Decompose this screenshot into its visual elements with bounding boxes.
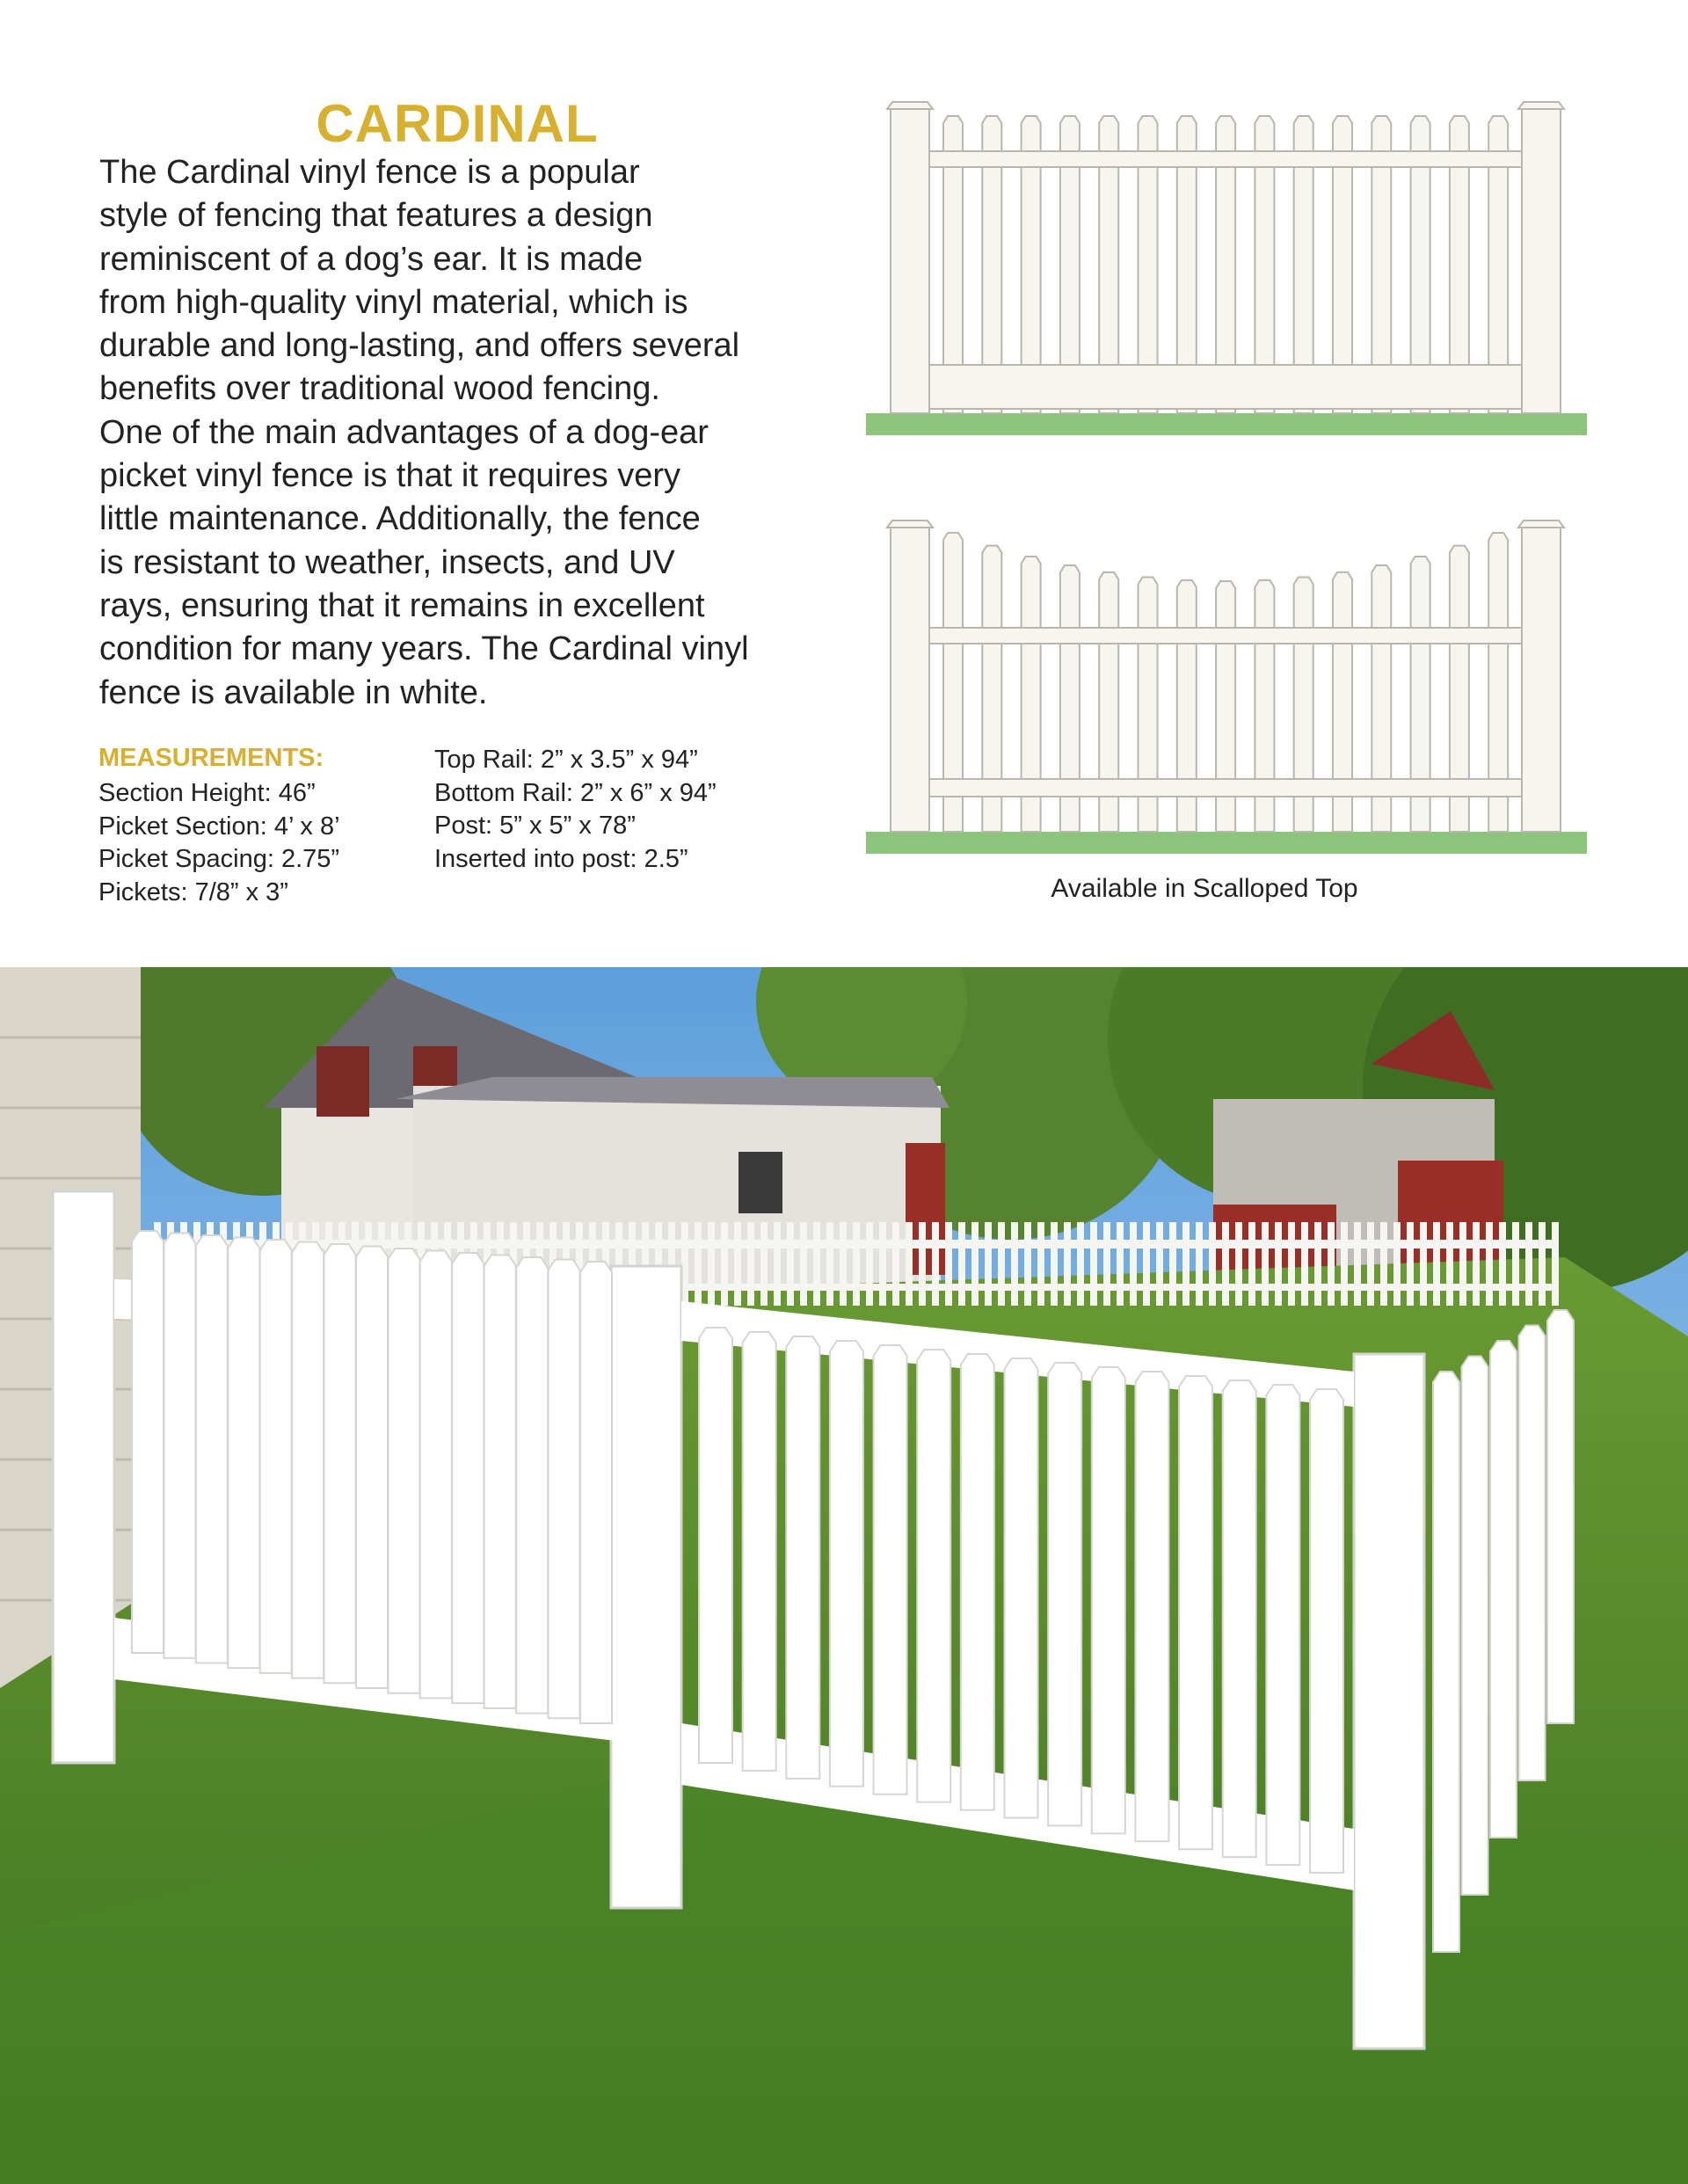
back-picket bbox=[1288, 1222, 1295, 1306]
back-picket bbox=[1367, 1222, 1374, 1306]
intro-line: rays, ensuring that it remains in excellent bbox=[99, 586, 705, 624]
front-picket bbox=[1005, 1358, 1038, 1818]
front-picket bbox=[1223, 1380, 1256, 1857]
front-picket bbox=[132, 1231, 164, 1653]
back-picket bbox=[1380, 1222, 1387, 1306]
front-picket bbox=[1433, 1372, 1459, 1952]
front-picket bbox=[1092, 1367, 1125, 1833]
measurements-left-column bbox=[98, 777, 340, 909]
front-picket bbox=[1519, 1326, 1546, 1781]
intro-line: benefits over traditional wood fencing. bbox=[99, 370, 660, 408]
back-picket bbox=[1077, 1222, 1084, 1306]
front-picket bbox=[743, 1332, 776, 1771]
back-picket bbox=[721, 1222, 728, 1306]
back-picket bbox=[919, 1222, 926, 1306]
post-cap bbox=[1518, 102, 1564, 109]
back-picket bbox=[800, 1222, 807, 1306]
front-picket bbox=[452, 1253, 484, 1703]
fence-post bbox=[1354, 1354, 1424, 2049]
measurement-item: Picket Spacing: 2.75” bbox=[98, 845, 340, 873]
intro-line: style of fencing that features a design bbox=[99, 197, 653, 235]
front-picket bbox=[1266, 1385, 1299, 1865]
intro-line: is resistant to weather, insects, and UV bbox=[99, 543, 675, 581]
front-picket bbox=[228, 1238, 259, 1669]
back-picket bbox=[1182, 1222, 1190, 1306]
back-picket bbox=[1156, 1222, 1163, 1306]
back-picket bbox=[1314, 1222, 1321, 1306]
installed-fence-photo bbox=[0, 967, 1688, 2184]
back-picket bbox=[1512, 1222, 1519, 1306]
back-picket bbox=[1433, 1222, 1440, 1306]
measurements-right-column bbox=[434, 744, 717, 876]
front-picket bbox=[1547, 1310, 1574, 1723]
back-picket bbox=[1393, 1222, 1401, 1306]
back-picket bbox=[1420, 1222, 1427, 1306]
post-cap bbox=[1518, 521, 1564, 528]
front-picket bbox=[917, 1350, 950, 1802]
back-picket bbox=[1011, 1222, 1018, 1306]
back-picket bbox=[971, 1222, 979, 1306]
back-picket bbox=[1262, 1222, 1269, 1306]
bottom-rail bbox=[919, 365, 1534, 409]
back-picket bbox=[1446, 1222, 1453, 1306]
back-picket bbox=[734, 1222, 741, 1306]
intro-line: One of the main advantages of a dog-ear bbox=[99, 413, 709, 451]
back-picket bbox=[1459, 1222, 1466, 1306]
back-picket bbox=[1407, 1222, 1414, 1306]
intro-line: reminiscent of a dog’s ear. It is made bbox=[99, 240, 644, 278]
post bbox=[1522, 109, 1561, 413]
back-picket bbox=[708, 1222, 715, 1306]
back-picket bbox=[1235, 1222, 1242, 1306]
front-picket bbox=[549, 1260, 580, 1719]
back-picket bbox=[747, 1222, 754, 1306]
fence-post bbox=[611, 1266, 681, 1908]
back-picket bbox=[879, 1222, 886, 1306]
back-picket bbox=[1196, 1222, 1203, 1306]
back-picket bbox=[1169, 1222, 1176, 1306]
back-picket bbox=[853, 1222, 860, 1306]
measurement-item: Top Rail: 2” x 3.5” x 94” bbox=[434, 746, 698, 774]
intro-paragraph bbox=[99, 151, 829, 715]
front-picket bbox=[196, 1235, 228, 1663]
fence-post bbox=[53, 1191, 114, 1763]
front-picket bbox=[292, 1242, 324, 1678]
front-picket bbox=[1490, 1341, 1517, 1838]
back-picket bbox=[1499, 1222, 1506, 1306]
front-picket bbox=[324, 1244, 356, 1683]
back-picket bbox=[787, 1222, 794, 1306]
front-picket bbox=[961, 1354, 994, 1810]
front-picket bbox=[356, 1247, 388, 1689]
front-picket bbox=[580, 1262, 612, 1723]
post-cap bbox=[887, 521, 933, 528]
intro-line: The Cardinal vinyl fence is a popular bbox=[99, 154, 640, 191]
dog-ear-fence-diagram bbox=[866, 97, 1587, 435]
back-picket bbox=[1064, 1222, 1071, 1306]
intro-line: condition for many years. The Cardinal vinyl bbox=[99, 630, 749, 668]
back-picket bbox=[1130, 1222, 1137, 1306]
measurement-item: Pickets: 7/8” x 3” bbox=[98, 877, 288, 906]
post bbox=[891, 528, 929, 832]
intro-line: durable and long-lasting, and offers several bbox=[99, 327, 740, 365]
back-picket bbox=[1473, 1222, 1480, 1306]
measurement-item: Inserted into post: 2.5” bbox=[434, 844, 688, 873]
back-picket bbox=[1103, 1222, 1110, 1306]
back-picket bbox=[1341, 1222, 1348, 1306]
front-picket bbox=[699, 1328, 732, 1763]
back-picket bbox=[813, 1222, 820, 1306]
back-picket bbox=[826, 1222, 833, 1306]
intro-line: little maintenance. Additionally, the fence bbox=[99, 500, 701, 538]
back-picket bbox=[840, 1222, 847, 1306]
intro-line: from high-quality vinyl material, which is bbox=[99, 283, 688, 321]
front-picket bbox=[420, 1251, 452, 1699]
front-picket bbox=[260, 1240, 292, 1673]
back-picket bbox=[760, 1222, 768, 1306]
post bbox=[891, 109, 929, 413]
back-picket bbox=[1275, 1222, 1282, 1306]
post-cap bbox=[887, 102, 933, 109]
back-picket bbox=[1037, 1222, 1044, 1306]
front-picket bbox=[388, 1249, 419, 1693]
back-picket bbox=[1222, 1222, 1229, 1306]
back-picket bbox=[1301, 1222, 1308, 1306]
back-picket bbox=[945, 1222, 952, 1306]
back-picket bbox=[1525, 1222, 1532, 1306]
back-picket bbox=[695, 1222, 702, 1306]
back-picket bbox=[1328, 1222, 1335, 1306]
front-picket bbox=[1462, 1357, 1488, 1896]
back-picket bbox=[1209, 1222, 1216, 1306]
back-picket bbox=[1354, 1222, 1361, 1306]
back-picket bbox=[998, 1222, 1005, 1306]
top-rail bbox=[919, 151, 1534, 167]
front-picket bbox=[164, 1234, 195, 1658]
front-picket bbox=[1179, 1376, 1212, 1849]
back-picket bbox=[906, 1222, 913, 1306]
front-picket bbox=[874, 1345, 907, 1795]
front-picket bbox=[1048, 1363, 1081, 1825]
back-picket bbox=[958, 1222, 965, 1306]
back-picket bbox=[1117, 1222, 1124, 1306]
back-picket bbox=[1248, 1222, 1255, 1306]
front-picket bbox=[786, 1336, 819, 1779]
back-picket bbox=[1024, 1222, 1031, 1306]
measurement-item: Picket Section: 4’ x 8’ bbox=[98, 812, 340, 841]
scalloped-fence-diagram bbox=[866, 515, 1587, 858]
ground-strip bbox=[866, 832, 1587, 854]
measurement-item: Bottom Rail: 2” x 6” x 94” bbox=[434, 778, 717, 807]
back-picket bbox=[1552, 1222, 1559, 1306]
front-picket bbox=[1135, 1372, 1168, 1841]
page-title: CARDINAL bbox=[316, 94, 599, 153]
measurements-label: MEASUREMENTS: bbox=[98, 744, 324, 772]
front-picket bbox=[484, 1256, 516, 1708]
post bbox=[1522, 528, 1561, 832]
measurement-item: Post: 5” x 5” x 78” bbox=[434, 812, 636, 840]
measurement-item: Section Height: 46” bbox=[98, 779, 316, 807]
back-picket bbox=[1090, 1222, 1097, 1306]
back-picket bbox=[892, 1222, 899, 1306]
scalloped-caption: Available in Scalloped Top bbox=[1051, 874, 1358, 903]
back-picket bbox=[932, 1222, 939, 1306]
intro-line: fence is available in white. bbox=[99, 673, 488, 711]
back-picket bbox=[985, 1222, 992, 1306]
back-picket bbox=[866, 1222, 873, 1306]
back-picket bbox=[1051, 1222, 1058, 1306]
front-picket bbox=[830, 1341, 863, 1787]
front-picket bbox=[1310, 1389, 1343, 1873]
ground-strip bbox=[866, 413, 1587, 435]
back-picket bbox=[1143, 1222, 1150, 1306]
intro-line: picket vinyl fence is that it requires very bbox=[99, 457, 681, 495]
front-picket bbox=[516, 1257, 548, 1714]
top-rail bbox=[919, 628, 1534, 644]
back-picket bbox=[774, 1222, 781, 1306]
bottom-rail bbox=[919, 779, 1534, 797]
back-picket bbox=[1539, 1222, 1546, 1306]
back-picket bbox=[1486, 1222, 1493, 1306]
